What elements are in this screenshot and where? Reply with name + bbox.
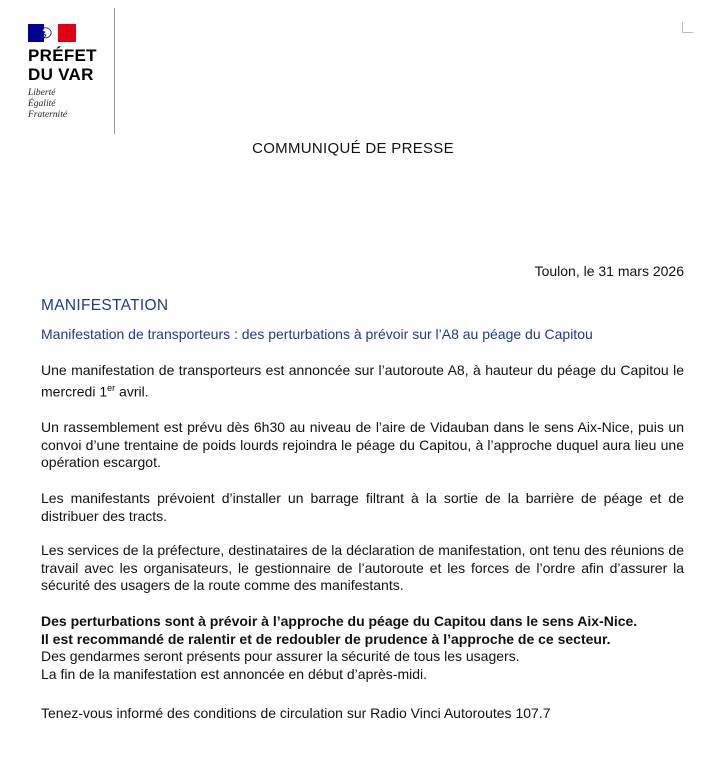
info-line-end-time: La fin de la manifestation est annoncée en début d’après-midi. bbox=[41, 665, 428, 682]
french-flag-logo bbox=[28, 24, 76, 42]
page-corner-mark bbox=[682, 22, 693, 33]
section-heading: MANIFESTATION bbox=[41, 297, 169, 314]
paragraph-1-superscript: er bbox=[107, 382, 116, 393]
paragraph-1 bbox=[41, 362, 684, 401]
info-line-gendarmes: Des gendarmes seront présents pour assurer la sécurité de tous les usagers. bbox=[41, 648, 520, 664]
document-date: Toulon, le 31 mars 2026 bbox=[534, 263, 684, 279]
paragraph-1-text: Une manifestation de transporteurs est annoncée sur l’autoroute A8, à hauteur du péage du Capitou le mercredi 1 bbox=[41, 362, 684, 400]
flag-white-band bbox=[44, 24, 58, 42]
warning-line-2: Il est recommandé de ralentir et de redoubler de prudence à l’approche de ce secteur. bbox=[41, 630, 611, 647]
flag-red-band bbox=[58, 24, 76, 42]
paragraph-5 bbox=[41, 613, 684, 683]
marianne-profile-icon bbox=[40, 27, 54, 39]
paragraph-6: Tenez-vous informé des conditions de circulation sur Radio Vinci Autoroutes 107.7 bbox=[41, 705, 551, 721]
paragraph-3: Les manifestants prévoient d’installer un barrage filtrant à la sortie de la barrière de péage et de distribuer des tracts. bbox=[41, 490, 684, 524]
paragraph-2: Un rassemblement est prévu dès 6h30 au niveau de l’aire de Vidauban dans le sens Aix-Nice, puis un convoi d’une trentaine de poids lourds rejoindra le péage du Capitou, à l’approche duquel aura lieu une opération escargot. bbox=[41, 419, 684, 470]
motto-egalite: Égalité bbox=[28, 99, 56, 109]
prefecture-name bbox=[28, 46, 97, 84]
motto-fraternite: Fraternité bbox=[28, 110, 68, 120]
document-title: COMMUNIQUÉ DE PRESSE bbox=[252, 140, 454, 157]
republic-motto bbox=[28, 88, 67, 121]
warning-line-1: Des perturbations sont à prévoir à l’approche du péage du Capitou dans le sens Aix-Nice. bbox=[41, 613, 638, 629]
paragraph-1-end: avril. bbox=[115, 383, 149, 400]
motto-liberte: Liberté bbox=[28, 88, 56, 98]
header-divider bbox=[114, 8, 115, 134]
paragraph-4: Les services de la préfecture, destinataires de la déclaration de manifestation, ont tenu des réunions de travail avec les organisateurs, le gestionnaire de l’autoroute et les forces de l’ordre afin d’assurer la sécurité des usagers de la route comme des manifestants. bbox=[41, 542, 684, 593]
prefecture-name-line1: PRÉFET bbox=[28, 46, 97, 65]
prefecture-name-line2: DU VAR bbox=[28, 65, 94, 84]
section-subheading: Manifestation de transporteurs : des perturbations à prévoir sur l’A8 au péage du Capitou bbox=[41, 326, 593, 342]
